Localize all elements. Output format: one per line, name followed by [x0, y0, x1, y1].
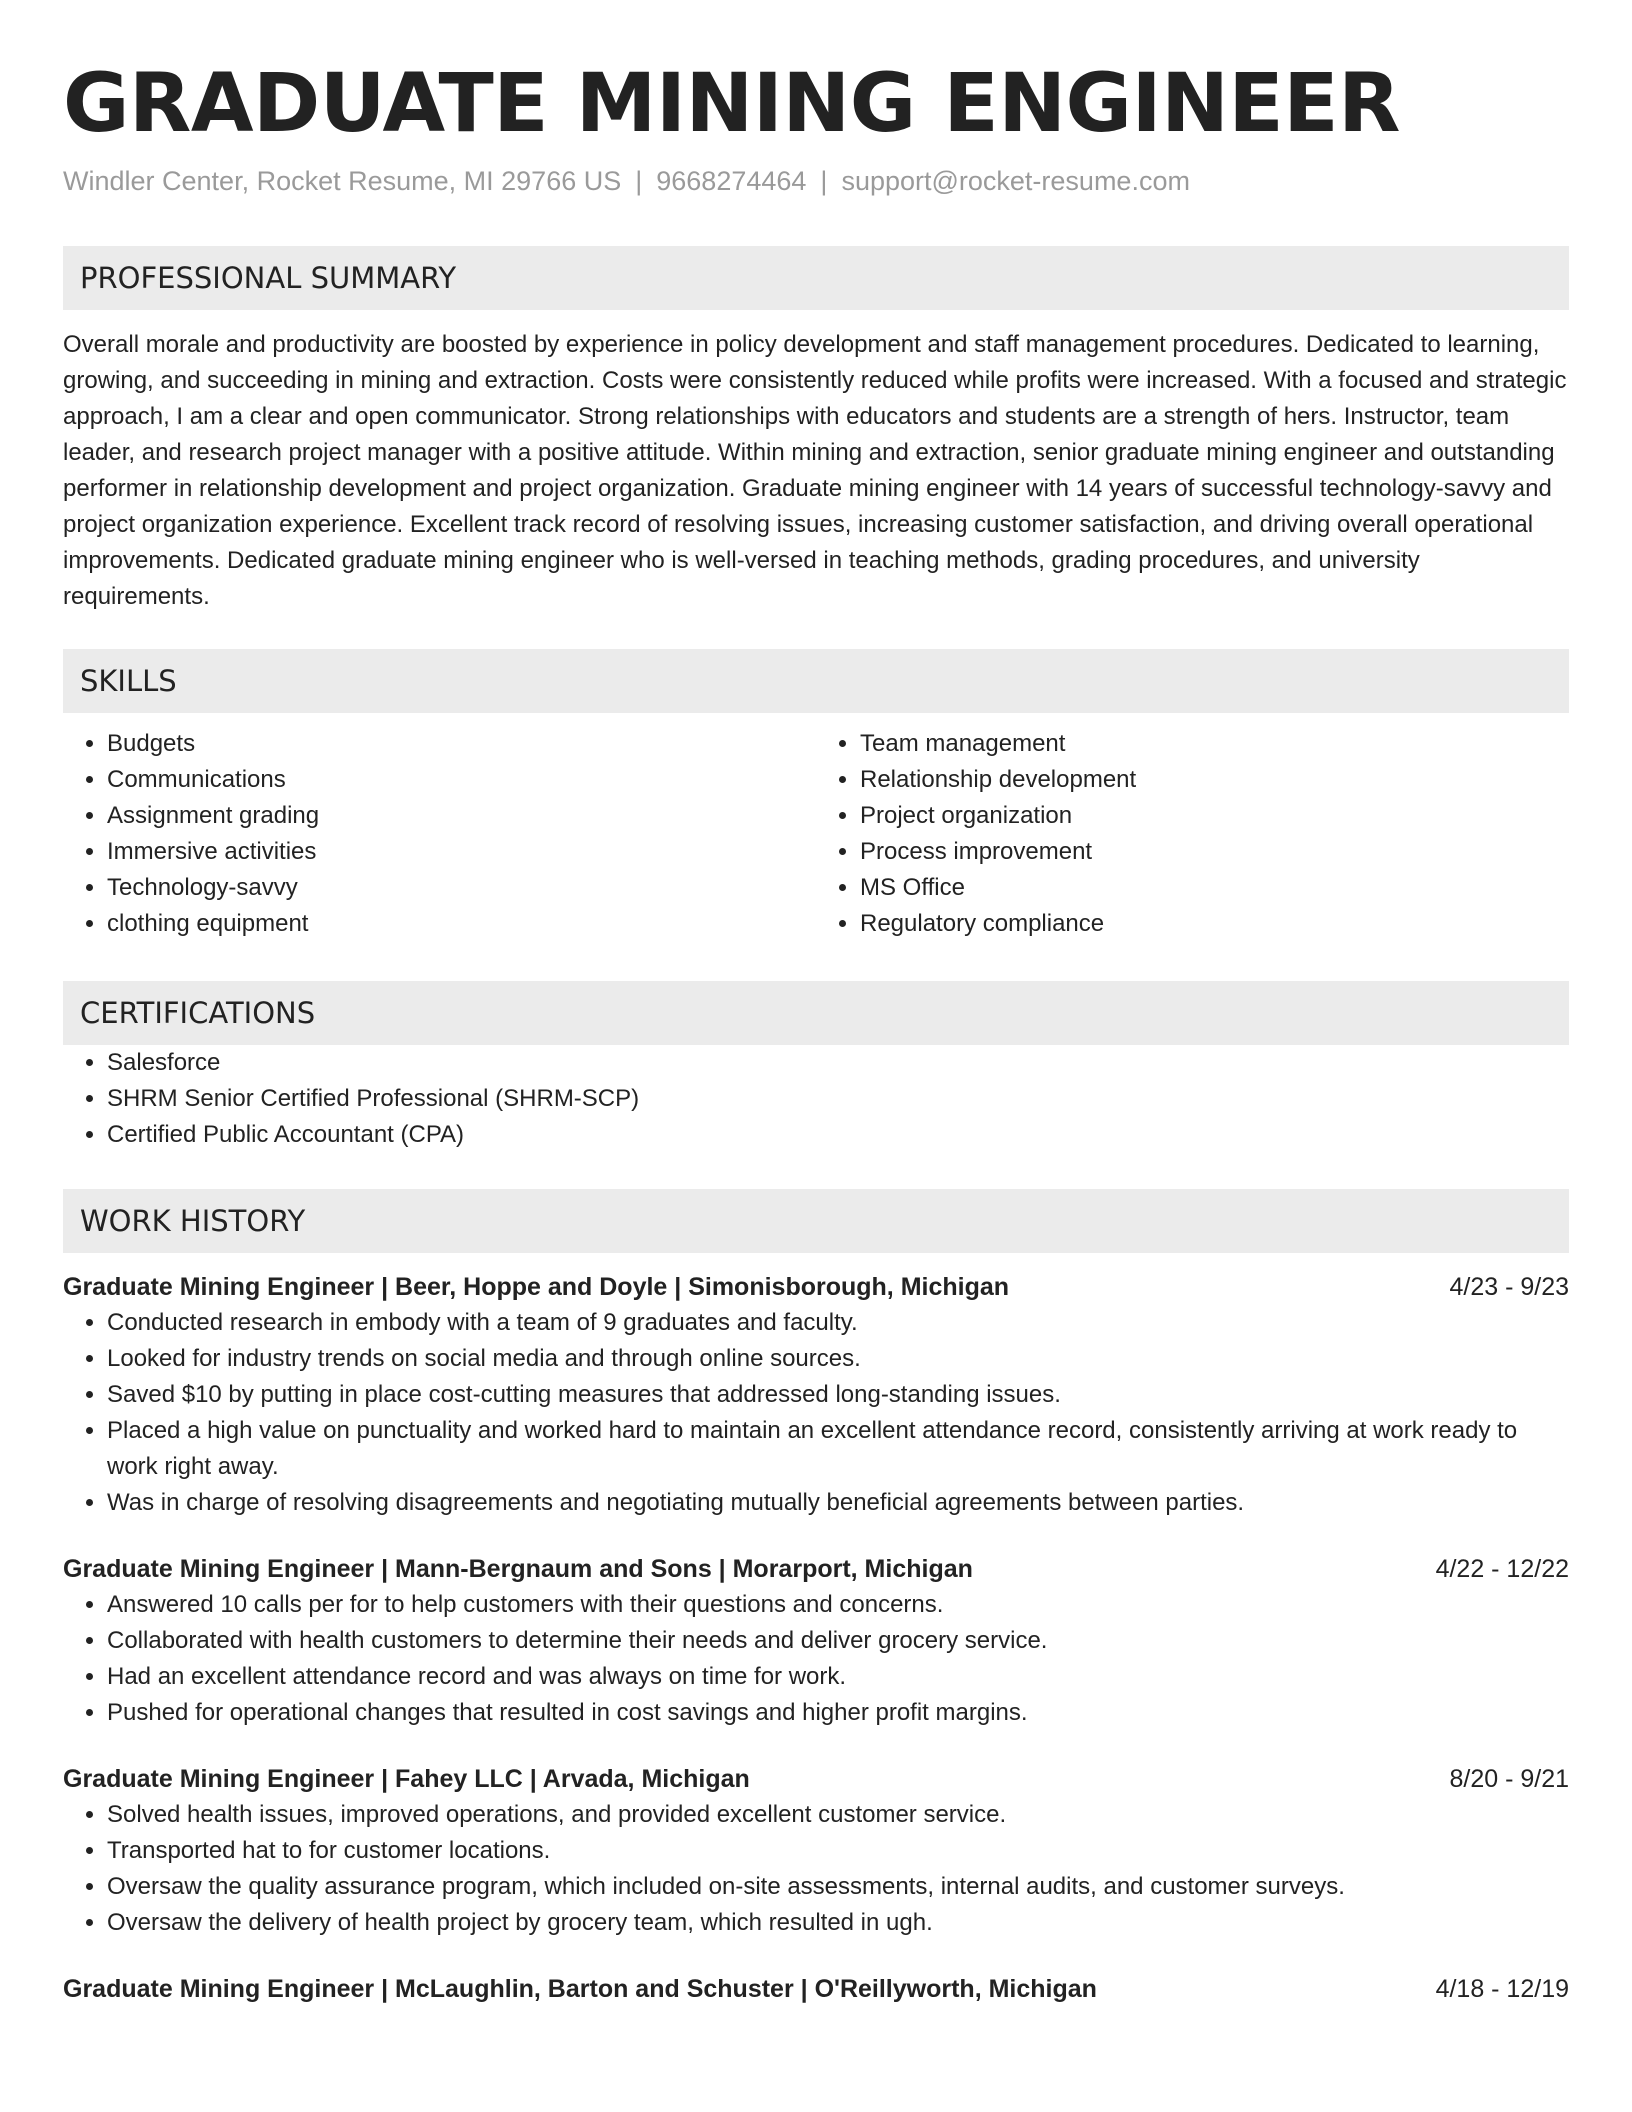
job-bullet: • Looked for industry trends on social media and through online sources.: [107, 1341, 1569, 1377]
contact-address: Windler Center, Rocket Resume, MI 29766 US: [63, 166, 622, 196]
job-title: Graduate Mining Engineer | Fahey LLC | Arvada, Michigan: [63, 1765, 750, 1793]
section-title: SKILLS: [80, 664, 177, 698]
certifications-list: [63, 1045, 1569, 1153]
job-bullet: • Pushed for operational changes that resulted in cost savings and higher profit margins.: [107, 1695, 1569, 1731]
job-bullet: • Transported hat to for customer locations.: [107, 1833, 1569, 1869]
job-bullets: [63, 1587, 1569, 1731]
job-bullet: • Solved health issues, improved operations, and provided excellent customer service.: [107, 1797, 1569, 1833]
section-header-certifications: [63, 981, 1569, 1045]
contact-email: support@rocket-resume.com: [841, 166, 1190, 196]
section-title: WORK HISTORY: [80, 1204, 306, 1238]
job-bullets: [63, 1797, 1569, 1941]
skills-column-left: [63, 726, 816, 942]
skill-item: • Communications: [107, 762, 816, 798]
job-entry: [63, 1971, 1569, 2007]
section-header-work-history: [63, 1189, 1569, 1253]
summary-text: Overall morale and productivity are boosted by experience in policy development and staff management procedures. Dedicated to learning, growing, and succeeding in mining and extraction. Costs were consistently reduced while profits were increased. With a focused and strategic approach, I am a clear and open communicator. Strong relationships with educators and students are a strength of hers. Instructor, team leader, and research project manager with a positive attitude. Within mining and extraction, senior graduate mining engineer and outstanding performer in relationship development and project organization. Graduate mining engineer with 14 years of successful technology-savvy and project organization experience. Excellent track record of resolving issues, increasing customer satisfaction, and driving overall operational improvements. Dedicated graduate mining engineer who is well-versed in teaching methods, grading procedures, and university requirements.: [63, 331, 1567, 610]
job-entry: [63, 1761, 1569, 1941]
section-header-summary: [63, 246, 1569, 310]
skills-column-right: [816, 726, 1569, 942]
skill-item: • Project organization: [860, 798, 1569, 834]
job-entry: [63, 1551, 1569, 1731]
job-title: Graduate Mining Engineer | Beer, Hoppe and Doyle | Simonisborough, Michigan: [63, 1273, 1010, 1301]
job-bullet: • Collaborated with health customers to determine their needs and deliver grocery service.: [107, 1623, 1569, 1659]
job-entry: [63, 1269, 1569, 1521]
section-title: CERTIFICATIONS: [80, 996, 316, 1030]
job-bullet: • Conducted research in embody with a team of 9 graduates and faculty.: [107, 1305, 1569, 1341]
certification-item: • Salesforce: [107, 1045, 1569, 1081]
contact-phone: 9668274464: [656, 166, 807, 196]
candidate-name: GRADUATE MINING ENGINEER: [63, 57, 1400, 151]
section-header-skills: [63, 649, 1569, 713]
job-bullet: • Was in charge of resolving disagreements and negotiating mutually beneficial agreements between parties.: [107, 1485, 1569, 1521]
job-dates: 4/22 - 12/22: [1435, 1555, 1569, 1583]
job-title: Graduate Mining Engineer | Mann-Bergnaum and Sons | Morarport, Michigan: [63, 1555, 973, 1583]
job-header: [63, 1269, 1569, 1305]
contact-separator: |: [635, 166, 643, 196]
section-title: PROFESSIONAL SUMMARY: [80, 261, 457, 295]
contact-separator: |: [820, 166, 828, 196]
job-header: [63, 1551, 1569, 1587]
skill-item: • Immersive activities: [107, 834, 816, 870]
job-title: Graduate Mining Engineer | McLaughlin, Barton and Schuster | O'Reillyworth, Michigan: [63, 1975, 1097, 2003]
job-dates: 8/20 - 9/21: [1449, 1765, 1569, 1793]
job-bullet: • Answered 10 calls per for to help customers with their questions and concerns.: [107, 1587, 1569, 1623]
skill-item: • Relationship development: [860, 762, 1569, 798]
job-bullet: • Oversaw the delivery of health project by grocery team, which resulted in ugh.: [107, 1905, 1569, 1941]
job-header: [63, 1761, 1569, 1797]
skills-grid: [63, 726, 1569, 942]
job-bullet: • Oversaw the quality assurance program, which included on-site assessments, internal audits, and customer surveys.: [107, 1869, 1569, 1905]
job-bullet: • Placed a high value on punctuality and worked hard to maintain an excellent attendance record, consistently arriving at work ready to work right away.: [107, 1413, 1569, 1485]
skill-item: • clothing equipment: [107, 906, 816, 942]
job-bullets: [63, 1305, 1569, 1521]
skill-item: • Team management: [860, 726, 1569, 762]
skill-item: • Process improvement: [860, 834, 1569, 870]
job-bullet: • Saved $10 by putting in place cost-cutting measures that addressed long-standing issues.: [107, 1377, 1569, 1413]
contact-line: [63, 164, 1569, 198]
skill-item: • MS Office: [860, 870, 1569, 906]
job-dates: 4/23 - 9/23: [1449, 1273, 1569, 1301]
skill-item: • Regulatory compliance: [860, 906, 1569, 942]
job-bullet: • Had an excellent attendance record and was always on time for work.: [107, 1659, 1569, 1695]
job-header: [63, 1971, 1569, 2007]
certification-item: • SHRM Senior Certified Professional (SHRM-SCP): [107, 1081, 1569, 1117]
certification-item: • Certified Public Accountant (CPA): [107, 1117, 1569, 1153]
skill-item: • Budgets: [107, 726, 816, 762]
skill-item: • Technology-savvy: [107, 870, 816, 906]
job-dates: 4/18 - 12/19: [1435, 1975, 1569, 2003]
skill-item: • Assignment grading: [107, 798, 816, 834]
